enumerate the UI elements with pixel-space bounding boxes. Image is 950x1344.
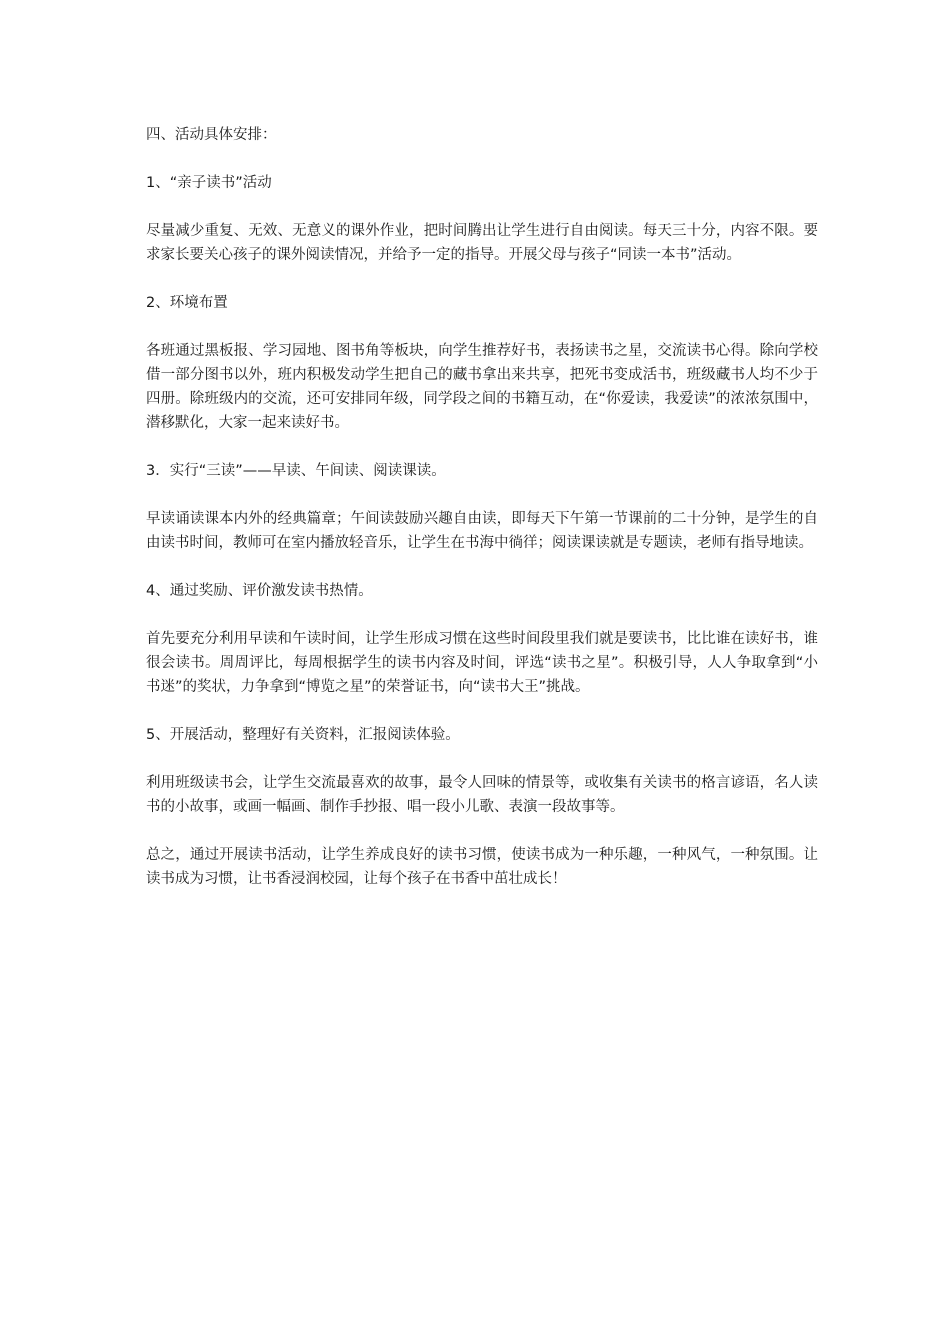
item-body-3: 早读诵读课本内外的经典篇章；午间读鼓励兴趣自由读，即每天下午第一节课前的二十分钟，是学生的自由读书时间，教师可在室内播放轻音乐，让学生在书海中徜徉；阅读课读就是专题读，老师有指导地读。 <box>146 511 818 551</box>
item-heading-1: 1、“亲子读书”活动 <box>146 175 272 191</box>
conclusion-paragraph: 总之，通过开展读书活动，让学生养成良好的读书习惯，使读书成为一种乐趣，一种风气，一种氛围。让读书成为习惯，让书香浸润校园，让每个孩子在书香中茁壮成长！ <box>146 847 818 887</box>
item-body-4: 首先要充分利用早读和午读时间，让学生形成习惯在这些时间段里我们就是要读书，比比谁在读好书，谁很会读书。周周评比，每周根据学生的读书内容及时间，评选“读书之星”。积极引导，人人争取拿到“小书迷”的奖状，力争拿到“博览之星”的荣誉证书，向“读书大王”挑战。 <box>146 631 818 695</box>
item-heading-2: 2、环境布置 <box>146 295 228 311</box>
item-body-2: 各班通过黑板报、学习园地、图书角等板块，向学生推荐好书，表扬读书之星，交流读书心得。除向学校借一部分图书以外，班内积极发动学生把自己的藏书拿出来共享，把死书变成活书，班级藏书人均不少于四册。除班级内的交流，还可安排同年级，同学段之间的书籍互动，在“你爱读，我爱读”的浓浓氛围中，潜移默化，大家一起来读好书。 <box>146 343 818 431</box>
section-title: 四、活动具体安排： <box>146 127 277 143</box>
item-body-5: 利用班级读书会，让学生交流最喜欢的故事，最令人回味的情景等，或收集有关读书的格言谚语，名人读书的小故事，或画一幅画、制作手抄报、唱一段小儿歌、表演一段故事等。 <box>146 775 818 815</box>
item-body-1: 尽量减少重复、无效、无意义的课外作业，把时间腾出让学生进行自由阅读。每天三十分，内容不限。要求家长要关心孩子的课外阅读情况，并给予一定的指导。开展父母与孩子“同读一本书”活动。 <box>146 223 818 263</box>
document-page <box>146 123 818 915</box>
item-heading-5: 5、开展活动，整理好有关资料，汇报阅读体验。 <box>146 727 460 743</box>
item-heading-4: 4、通过奖励、评价激发读书热情。 <box>146 583 373 599</box>
item-heading-3: 3．实行“三读”——早读、午间读、阅读课读。 <box>146 463 446 479</box>
